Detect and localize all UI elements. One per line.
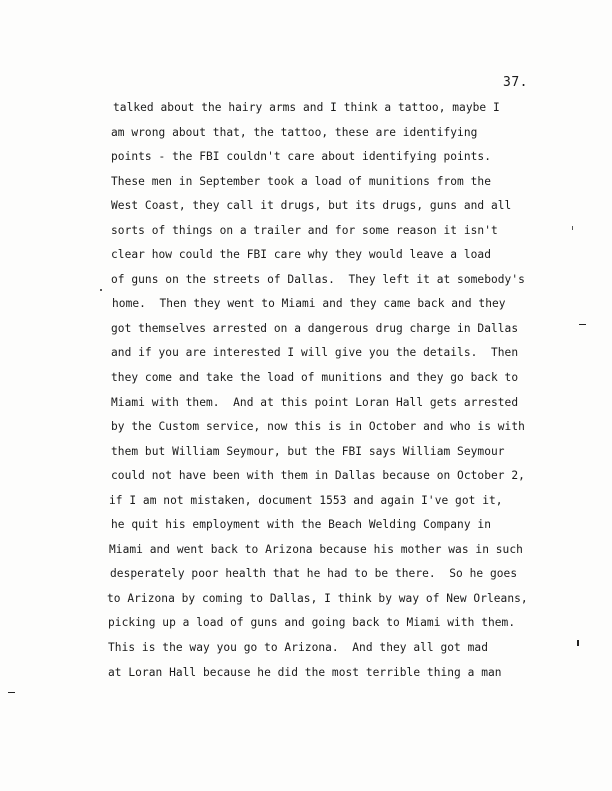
- text-line: to Arizona by coming to Dallas, I think by way of New Orleans,: [107, 591, 528, 605]
- text-line: Miami and went back to Arizona because his mother was in such: [109, 542, 523, 556]
- page-number: 37.: [503, 75, 528, 90]
- text-line: Miami with them. And at this point Loran Hall gets arrested: [111, 395, 519, 409]
- scan-speck: [572, 226, 573, 230]
- text-line: of guns on the streets of Dallas. They left it at somebody's: [111, 272, 525, 286]
- body-text: [107, 96, 581, 685]
- text-line: clear how could the FBI care why they would leave a load: [111, 248, 491, 262]
- text-line: This is the way you go to Arizona. And they all got mad: [108, 641, 488, 655]
- text-line: sorts of things on a trailer and for some reason it isn't: [111, 223, 498, 237]
- text-line: got themselves arrested on a dangerous drug charge in Dallas: [111, 321, 519, 335]
- text-line: if I am not mistaken, document 1553 and again I've got it,: [109, 493, 503, 507]
- text-line: desperately poor health that he had to be there. So he goes: [110, 567, 518, 581]
- text-line: These men in September took a load of munitions from the: [111, 174, 491, 188]
- text-line: and if you are interested I will give you the details. Then: [111, 346, 519, 360]
- text-line: home. Then they went to Miami and they came back and they: [112, 297, 506, 311]
- text-line: he quit his employment with the Beach Welding Company in: [111, 518, 491, 532]
- text-line: at Loran Hall because he did the most terrible thing a man: [108, 665, 502, 679]
- text-line: could not have been with them in Dallas because on October 2,: [111, 469, 525, 483]
- scan-speck: [8, 692, 15, 693]
- text-line: am wrong about that, the tattoo, these are identifying: [111, 125, 478, 139]
- scan-speck: [579, 324, 586, 325]
- text-line: by the Custom service, now this is in October and who is with: [111, 420, 525, 434]
- text-line: talked about the hairy arms and I think a tattoo, maybe I: [113, 101, 500, 114]
- text-line: them but William Seymour, but the FBI says William Seymour: [111, 444, 505, 458]
- text-line: points - the FBI couldn't care about identifying points.: [111, 150, 491, 164]
- scan-speck: [577, 640, 579, 646]
- text-line: they come and take the load of munitions and they go back to: [111, 371, 519, 385]
- text-line: picking up a load of guns and going back to Miami with them.: [108, 616, 516, 630]
- text-line: West Coast, they call it drugs, but its drugs, guns and all: [111, 199, 512, 213]
- scan-speck: [100, 289, 102, 291]
